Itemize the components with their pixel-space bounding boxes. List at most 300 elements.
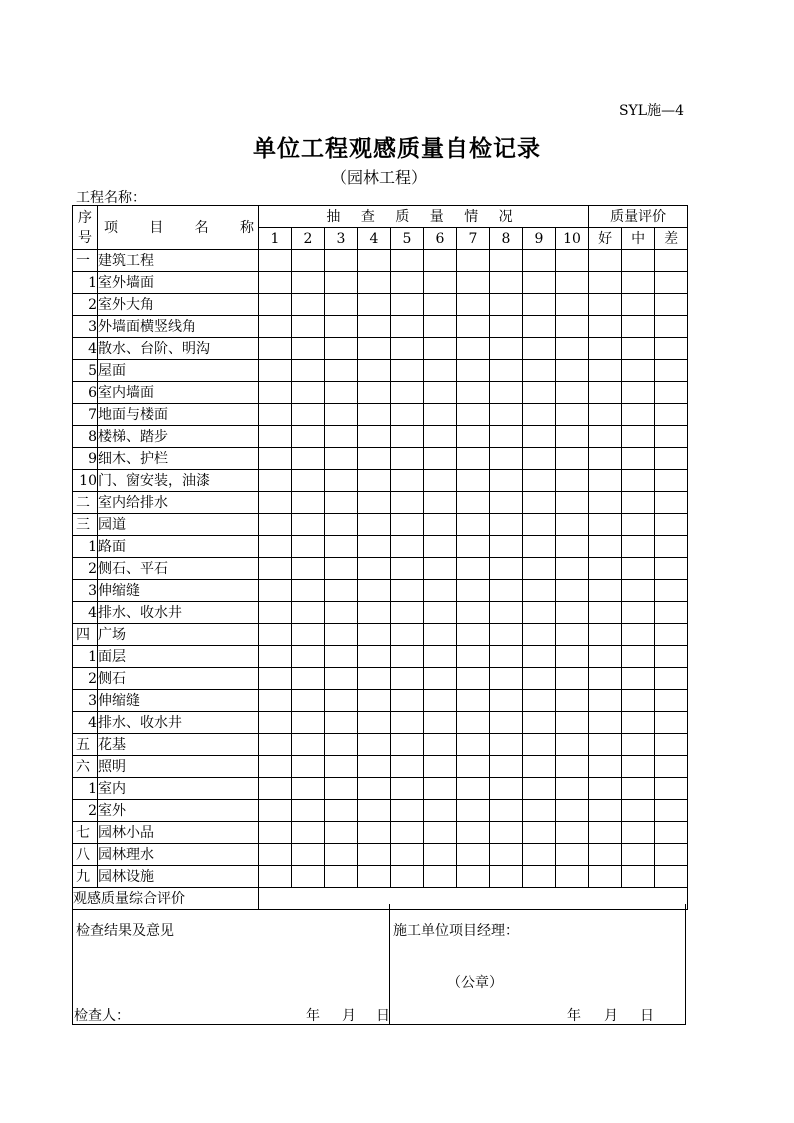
inspection-cell[interactable] xyxy=(556,404,589,426)
inspection-cell[interactable] xyxy=(424,404,457,426)
grade-cell[interactable] xyxy=(622,382,655,404)
grade-cell[interactable] xyxy=(655,558,688,580)
grade-cell[interactable] xyxy=(589,756,622,778)
inspection-cell[interactable] xyxy=(292,668,325,690)
grade-cell[interactable] xyxy=(655,712,688,734)
inspection-cell[interactable] xyxy=(424,470,457,492)
grade-cell[interactable] xyxy=(589,294,622,316)
inspection-cell[interactable] xyxy=(490,338,523,360)
inspection-cell[interactable] xyxy=(523,426,556,448)
inspection-cell[interactable] xyxy=(424,514,457,536)
inspection-cell[interactable] xyxy=(358,712,391,734)
inspection-cell[interactable] xyxy=(259,756,292,778)
inspection-cell[interactable] xyxy=(556,624,589,646)
grade-cell[interactable] xyxy=(655,426,688,448)
inspection-cell[interactable] xyxy=(325,800,358,822)
inspection-cell[interactable] xyxy=(325,316,358,338)
grade-cell[interactable] xyxy=(589,602,622,624)
grade-cell[interactable] xyxy=(589,734,622,756)
grade-cell[interactable] xyxy=(655,668,688,690)
inspection-cell[interactable] xyxy=(523,844,556,866)
inspection-cell[interactable] xyxy=(424,338,457,360)
grade-cell[interactable] xyxy=(589,646,622,668)
inspection-cell[interactable] xyxy=(391,316,424,338)
inspection-cell[interactable] xyxy=(457,690,490,712)
inspection-cell[interactable] xyxy=(292,426,325,448)
inspection-cell[interactable] xyxy=(556,470,589,492)
grade-cell[interactable] xyxy=(589,514,622,536)
inspection-cell[interactable] xyxy=(358,800,391,822)
inspection-cell[interactable] xyxy=(490,250,523,272)
inspection-cell[interactable] xyxy=(325,404,358,426)
inspection-cell[interactable] xyxy=(424,316,457,338)
grade-cell[interactable] xyxy=(622,624,655,646)
inspection-cell[interactable] xyxy=(523,360,556,382)
inspection-cell[interactable] xyxy=(391,734,424,756)
inspection-cell[interactable] xyxy=(490,624,523,646)
inspection-cell[interactable] xyxy=(358,844,391,866)
inspection-cell[interactable] xyxy=(457,492,490,514)
inspection-cell[interactable] xyxy=(292,690,325,712)
inspection-cell[interactable] xyxy=(292,756,325,778)
inspection-cell[interactable] xyxy=(457,602,490,624)
inspection-cell[interactable] xyxy=(424,536,457,558)
inspection-cell[interactable] xyxy=(424,646,457,668)
inspection-cell[interactable] xyxy=(523,822,556,844)
grade-cell[interactable] xyxy=(622,492,655,514)
inspection-cell[interactable] xyxy=(523,624,556,646)
inspection-cell[interactable] xyxy=(358,690,391,712)
inspection-cell[interactable] xyxy=(292,404,325,426)
inspection-cell[interactable] xyxy=(358,558,391,580)
inspection-cell[interactable] xyxy=(358,338,391,360)
inspection-cell[interactable] xyxy=(358,360,391,382)
grade-cell[interactable] xyxy=(655,602,688,624)
inspection-cell[interactable] xyxy=(292,338,325,360)
inspection-cell[interactable] xyxy=(391,668,424,690)
inspection-cell[interactable] xyxy=(391,338,424,360)
inspection-cell[interactable] xyxy=(325,844,358,866)
inspection-cell[interactable] xyxy=(490,712,523,734)
inspection-cell[interactable] xyxy=(325,558,358,580)
inspection-cell[interactable] xyxy=(490,448,523,470)
grade-cell[interactable] xyxy=(622,712,655,734)
inspection-cell[interactable] xyxy=(556,866,589,888)
inspection-cell[interactable] xyxy=(325,668,358,690)
inspection-cell[interactable] xyxy=(259,778,292,800)
grade-cell[interactable] xyxy=(589,250,622,272)
inspection-cell[interactable] xyxy=(325,492,358,514)
inspection-cell[interactable] xyxy=(259,800,292,822)
inspection-cell[interactable] xyxy=(523,580,556,602)
inspection-cell[interactable] xyxy=(490,382,523,404)
grade-cell[interactable] xyxy=(655,690,688,712)
inspection-cell[interactable] xyxy=(556,646,589,668)
inspection-cell[interactable] xyxy=(358,404,391,426)
inspection-cell[interactable] xyxy=(325,272,358,294)
inspection-cell[interactable] xyxy=(523,514,556,536)
inspection-cell[interactable] xyxy=(259,272,292,294)
inspection-cell[interactable] xyxy=(556,734,589,756)
inspection-cell[interactable] xyxy=(259,844,292,866)
inspection-cell[interactable] xyxy=(391,536,424,558)
grade-cell[interactable] xyxy=(589,624,622,646)
inspection-cell[interactable] xyxy=(457,294,490,316)
grade-cell[interactable] xyxy=(622,360,655,382)
grade-cell[interactable] xyxy=(622,646,655,668)
inspection-cell[interactable] xyxy=(523,338,556,360)
inspection-cell[interactable] xyxy=(358,646,391,668)
inspection-cell[interactable] xyxy=(358,778,391,800)
inspection-cell[interactable] xyxy=(259,470,292,492)
inspection-cell[interactable] xyxy=(292,294,325,316)
inspection-cell[interactable] xyxy=(490,668,523,690)
inspection-cell[interactable] xyxy=(358,426,391,448)
inspection-cell[interactable] xyxy=(523,690,556,712)
inspection-cell[interactable] xyxy=(556,514,589,536)
inspection-cell[interactable] xyxy=(556,800,589,822)
grade-cell[interactable] xyxy=(655,844,688,866)
grade-cell[interactable] xyxy=(655,382,688,404)
inspection-cell[interactable] xyxy=(325,250,358,272)
inspection-cell[interactable] xyxy=(391,866,424,888)
inspection-cell[interactable] xyxy=(424,272,457,294)
grade-cell[interactable] xyxy=(622,668,655,690)
inspection-cell[interactable] xyxy=(391,624,424,646)
inspection-cell[interactable] xyxy=(490,822,523,844)
inspection-cell[interactable] xyxy=(391,492,424,514)
inspection-cell[interactable] xyxy=(259,360,292,382)
grade-cell[interactable] xyxy=(622,602,655,624)
inspection-cell[interactable] xyxy=(292,712,325,734)
inspection-cell[interactable] xyxy=(556,712,589,734)
inspection-cell[interactable] xyxy=(490,360,523,382)
inspection-cell[interactable] xyxy=(490,756,523,778)
inspection-cell[interactable] xyxy=(358,756,391,778)
inspection-cell[interactable] xyxy=(556,536,589,558)
inspection-cell[interactable] xyxy=(424,558,457,580)
inspection-cell[interactable] xyxy=(523,602,556,624)
grade-cell[interactable] xyxy=(655,404,688,426)
inspection-cell[interactable] xyxy=(457,360,490,382)
inspection-cell[interactable] xyxy=(391,250,424,272)
inspection-cell[interactable] xyxy=(292,448,325,470)
inspection-cell[interactable] xyxy=(490,316,523,338)
inspection-cell[interactable] xyxy=(259,602,292,624)
inspection-cell[interactable] xyxy=(457,756,490,778)
inspection-cell[interactable] xyxy=(391,360,424,382)
inspection-cell[interactable] xyxy=(259,690,292,712)
inspection-cell[interactable] xyxy=(490,470,523,492)
inspection-cell[interactable] xyxy=(424,844,457,866)
inspection-cell[interactable] xyxy=(523,646,556,668)
inspection-cell[interactable] xyxy=(259,250,292,272)
grade-cell[interactable] xyxy=(655,536,688,558)
inspection-cell[interactable] xyxy=(424,492,457,514)
inspection-cell[interactable] xyxy=(457,514,490,536)
grade-cell[interactable] xyxy=(589,426,622,448)
inspection-cell[interactable] xyxy=(259,536,292,558)
inspection-cell[interactable] xyxy=(424,690,457,712)
inspection-cell[interactable] xyxy=(424,580,457,602)
inspection-cell[interactable] xyxy=(325,734,358,756)
grade-cell[interactable] xyxy=(622,734,655,756)
grade-cell[interactable] xyxy=(589,580,622,602)
grade-cell[interactable] xyxy=(622,272,655,294)
inspection-cell[interactable] xyxy=(259,426,292,448)
grade-cell[interactable] xyxy=(589,844,622,866)
grade-cell[interactable] xyxy=(589,778,622,800)
inspection-cell[interactable] xyxy=(457,778,490,800)
grade-cell[interactable] xyxy=(655,624,688,646)
inspection-cell[interactable] xyxy=(358,448,391,470)
inspection-cell[interactable] xyxy=(292,470,325,492)
inspection-cell[interactable] xyxy=(325,822,358,844)
inspection-cell[interactable] xyxy=(325,470,358,492)
inspection-cell[interactable] xyxy=(325,294,358,316)
inspection-cell[interactable] xyxy=(556,558,589,580)
inspection-cell[interactable] xyxy=(325,536,358,558)
inspection-cell[interactable] xyxy=(391,294,424,316)
grade-cell[interactable] xyxy=(589,448,622,470)
inspection-cell[interactable] xyxy=(490,558,523,580)
grade-cell[interactable] xyxy=(622,514,655,536)
grade-cell[interactable] xyxy=(655,866,688,888)
grade-cell[interactable] xyxy=(589,492,622,514)
inspection-cell[interactable] xyxy=(391,712,424,734)
inspection-cell[interactable] xyxy=(556,338,589,360)
grade-cell[interactable] xyxy=(655,470,688,492)
inspection-cell[interactable] xyxy=(457,624,490,646)
inspection-cell[interactable] xyxy=(523,448,556,470)
inspection-cell[interactable] xyxy=(556,690,589,712)
inspection-cell[interactable] xyxy=(556,602,589,624)
inspection-cell[interactable] xyxy=(523,316,556,338)
inspection-cell[interactable] xyxy=(556,822,589,844)
inspection-cell[interactable] xyxy=(424,800,457,822)
inspection-cell[interactable] xyxy=(259,448,292,470)
inspection-cell[interactable] xyxy=(358,822,391,844)
inspection-cell[interactable] xyxy=(325,866,358,888)
inspection-cell[interactable] xyxy=(259,580,292,602)
grade-cell[interactable] xyxy=(655,756,688,778)
inspection-cell[interactable] xyxy=(259,558,292,580)
inspection-cell[interactable] xyxy=(457,404,490,426)
grade-cell[interactable] xyxy=(622,822,655,844)
grade-cell[interactable] xyxy=(622,294,655,316)
inspection-cell[interactable] xyxy=(292,800,325,822)
grade-cell[interactable] xyxy=(622,338,655,360)
grade-cell[interactable] xyxy=(589,470,622,492)
inspection-cell[interactable] xyxy=(358,382,391,404)
grade-cell[interactable] xyxy=(589,558,622,580)
inspection-cell[interactable] xyxy=(556,668,589,690)
inspection-cell[interactable] xyxy=(424,756,457,778)
inspection-cell[interactable] xyxy=(523,404,556,426)
inspection-cell[interactable] xyxy=(457,316,490,338)
inspection-cell[interactable] xyxy=(490,602,523,624)
grade-cell[interactable] xyxy=(622,536,655,558)
inspection-cell[interactable] xyxy=(259,514,292,536)
grade-cell[interactable] xyxy=(589,360,622,382)
inspection-cell[interactable] xyxy=(490,426,523,448)
grade-cell[interactable] xyxy=(589,404,622,426)
grade-cell[interactable] xyxy=(589,800,622,822)
inspection-cell[interactable] xyxy=(457,866,490,888)
inspection-cell[interactable] xyxy=(490,778,523,800)
inspection-cell[interactable] xyxy=(391,800,424,822)
grade-cell[interactable] xyxy=(622,580,655,602)
inspection-cell[interactable] xyxy=(490,844,523,866)
inspection-cell[interactable] xyxy=(523,470,556,492)
inspection-cell[interactable] xyxy=(556,580,589,602)
grade-cell[interactable] xyxy=(655,822,688,844)
inspection-cell[interactable] xyxy=(292,250,325,272)
inspection-cell[interactable] xyxy=(556,844,589,866)
inspection-cell[interactable] xyxy=(292,734,325,756)
inspection-cell[interactable] xyxy=(523,866,556,888)
inspection-cell[interactable] xyxy=(457,250,490,272)
inspection-cell[interactable] xyxy=(292,580,325,602)
grade-cell[interactable] xyxy=(655,492,688,514)
grade-cell[interactable] xyxy=(622,426,655,448)
inspection-cell[interactable] xyxy=(259,822,292,844)
inspection-cell[interactable] xyxy=(523,272,556,294)
inspection-cell[interactable] xyxy=(556,756,589,778)
inspection-cell[interactable] xyxy=(424,624,457,646)
inspection-cell[interactable] xyxy=(358,470,391,492)
inspection-cell[interactable] xyxy=(292,822,325,844)
grade-cell[interactable] xyxy=(655,646,688,668)
inspection-cell[interactable] xyxy=(523,250,556,272)
inspection-cell[interactable] xyxy=(259,866,292,888)
grade-cell[interactable] xyxy=(589,822,622,844)
inspection-cell[interactable] xyxy=(457,272,490,294)
grade-cell[interactable] xyxy=(622,470,655,492)
inspection-cell[interactable] xyxy=(391,690,424,712)
inspection-cell[interactable] xyxy=(556,778,589,800)
inspection-cell[interactable] xyxy=(292,514,325,536)
grade-cell[interactable] xyxy=(622,778,655,800)
inspection-cell[interactable] xyxy=(259,646,292,668)
inspection-cell[interactable] xyxy=(556,316,589,338)
inspection-cell[interactable] xyxy=(391,822,424,844)
inspection-cell[interactable] xyxy=(391,514,424,536)
inspection-cell[interactable] xyxy=(523,778,556,800)
grade-cell[interactable] xyxy=(655,514,688,536)
inspection-cell[interactable] xyxy=(358,294,391,316)
inspection-cell[interactable] xyxy=(358,580,391,602)
inspection-cell[interactable] xyxy=(523,492,556,514)
inspection-cell[interactable] xyxy=(292,360,325,382)
inspection-cell[interactable] xyxy=(325,360,358,382)
inspection-cell[interactable] xyxy=(556,382,589,404)
inspection-cell[interactable] xyxy=(490,404,523,426)
inspection-cell[interactable] xyxy=(424,734,457,756)
inspection-cell[interactable] xyxy=(457,558,490,580)
inspection-cell[interactable] xyxy=(523,756,556,778)
grade-cell[interactable] xyxy=(622,404,655,426)
inspection-cell[interactable] xyxy=(424,712,457,734)
inspection-cell[interactable] xyxy=(325,778,358,800)
inspection-cell[interactable] xyxy=(325,756,358,778)
grade-cell[interactable] xyxy=(589,712,622,734)
inspection-cell[interactable] xyxy=(391,272,424,294)
inspection-cell[interactable] xyxy=(556,448,589,470)
grade-cell[interactable] xyxy=(622,316,655,338)
inspection-cell[interactable] xyxy=(523,668,556,690)
inspection-cell[interactable] xyxy=(325,382,358,404)
inspection-cell[interactable] xyxy=(490,492,523,514)
inspection-cell[interactable] xyxy=(391,778,424,800)
inspection-cell[interactable] xyxy=(523,712,556,734)
inspection-cell[interactable] xyxy=(325,712,358,734)
inspection-cell[interactable] xyxy=(259,624,292,646)
grade-cell[interactable] xyxy=(655,294,688,316)
inspection-cell[interactable] xyxy=(358,602,391,624)
inspection-cell[interactable] xyxy=(457,668,490,690)
grade-cell[interactable] xyxy=(622,558,655,580)
inspection-cell[interactable] xyxy=(457,426,490,448)
inspection-cell[interactable] xyxy=(325,514,358,536)
inspection-cell[interactable] xyxy=(292,602,325,624)
inspection-cell[interactable] xyxy=(556,250,589,272)
grade-cell[interactable] xyxy=(589,866,622,888)
grade-cell[interactable] xyxy=(589,338,622,360)
inspection-cell[interactable] xyxy=(292,492,325,514)
inspection-cell[interactable] xyxy=(424,294,457,316)
inspection-cell[interactable] xyxy=(424,866,457,888)
inspection-cell[interactable] xyxy=(259,668,292,690)
inspection-cell[interactable] xyxy=(490,294,523,316)
inspection-cell[interactable] xyxy=(325,580,358,602)
grade-cell[interactable] xyxy=(589,690,622,712)
grade-cell[interactable] xyxy=(622,690,655,712)
inspection-cell[interactable] xyxy=(457,382,490,404)
inspection-cell[interactable] xyxy=(325,646,358,668)
inspection-cell[interactable] xyxy=(556,272,589,294)
inspection-cell[interactable] xyxy=(259,294,292,316)
grade-cell[interactable] xyxy=(655,338,688,360)
inspection-cell[interactable] xyxy=(457,536,490,558)
inspection-cell[interactable] xyxy=(490,272,523,294)
grade-cell[interactable] xyxy=(655,272,688,294)
grade-cell[interactable] xyxy=(622,448,655,470)
inspection-cell[interactable] xyxy=(424,250,457,272)
inspection-cell[interactable] xyxy=(391,756,424,778)
inspection-cell[interactable] xyxy=(457,712,490,734)
inspection-cell[interactable] xyxy=(358,734,391,756)
inspection-cell[interactable] xyxy=(457,470,490,492)
inspection-cell[interactable] xyxy=(292,382,325,404)
inspection-cell[interactable] xyxy=(556,360,589,382)
inspection-cell[interactable] xyxy=(523,558,556,580)
inspection-cell[interactable] xyxy=(292,558,325,580)
inspection-cell[interactable] xyxy=(325,624,358,646)
inspection-cell[interactable] xyxy=(292,272,325,294)
inspection-cell[interactable] xyxy=(292,316,325,338)
grade-cell[interactable] xyxy=(622,844,655,866)
grade-cell[interactable] xyxy=(622,866,655,888)
inspection-cell[interactable] xyxy=(358,536,391,558)
inspection-cell[interactable] xyxy=(457,580,490,602)
inspection-cell[interactable] xyxy=(490,514,523,536)
inspection-cell[interactable] xyxy=(259,712,292,734)
inspection-cell[interactable] xyxy=(457,822,490,844)
inspection-cell[interactable] xyxy=(391,602,424,624)
inspection-cell[interactable] xyxy=(490,800,523,822)
inspection-cell[interactable] xyxy=(490,866,523,888)
